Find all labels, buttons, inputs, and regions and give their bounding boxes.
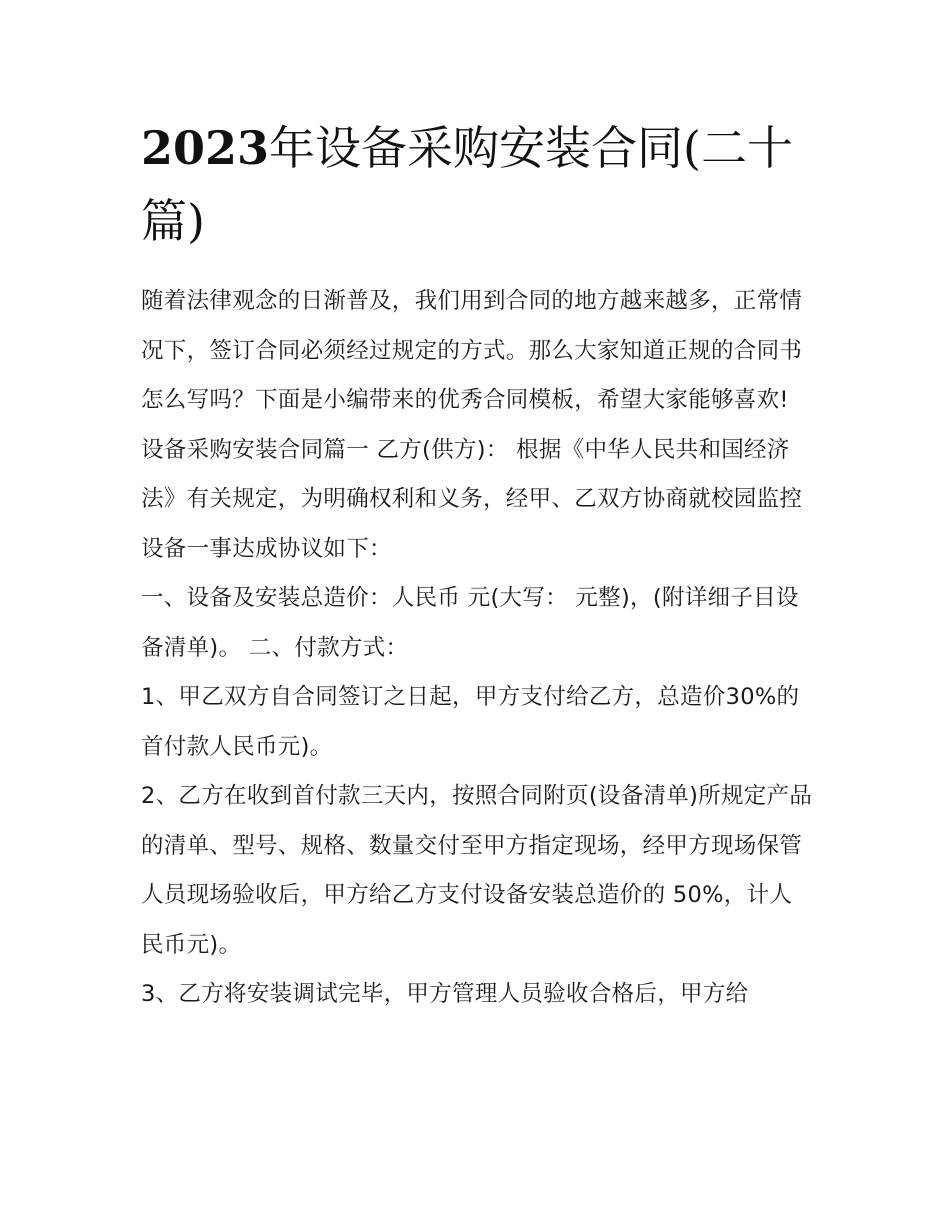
intro-paragraph: 随着法律观念的日渐普及，我们用到合同的地方越来越多，正常情况下，签订合同必须经过规定的方式。那么大家知道正规的合同书怎么写吗？下面是小编带来的优秀合同模板，希望大家能够喜欢! [141,288,803,413]
contract-preamble-paragraph: 设备采购安装合同篇一 乙方(供方)： 根据《中华人民共和国经济法》有关规定，为明确权利和义务，经甲、乙双方协商就校园监控设备一事达成协议如下： [141,436,803,562]
total-cost-paragraph: 一、设备及安装总造价：人民币 元(大写： 元整)，(附详细子目设备清单)。 二、付款方式： [141,585,799,661]
payment-clause-2: 2、乙方在收到首付款三天内，按照合同附页(设备清单)所规定产品的清单、型号、规格、数量交付至甲方指定现场，经甲方现场保管人员现场验收后，甲方给乙方支付设备安装总造价的 50%，计人民币元)。 [141,783,813,958]
document-body [141,277,813,1020]
payment-clause-3: 3、乙方将安装调试完毕，甲方管理人员验收合格后，甲方给 [141,981,749,1007]
document-title [141,112,801,258]
title-year: 2023 [141,121,270,175]
title-text: 年设备采购安装合同(二十篇) [141,121,793,248]
payment-clause-1: 1、甲乙双方自合同签订之日起，甲方支付给乙方，总造价30%的首付款人民币元)。 [141,684,800,760]
